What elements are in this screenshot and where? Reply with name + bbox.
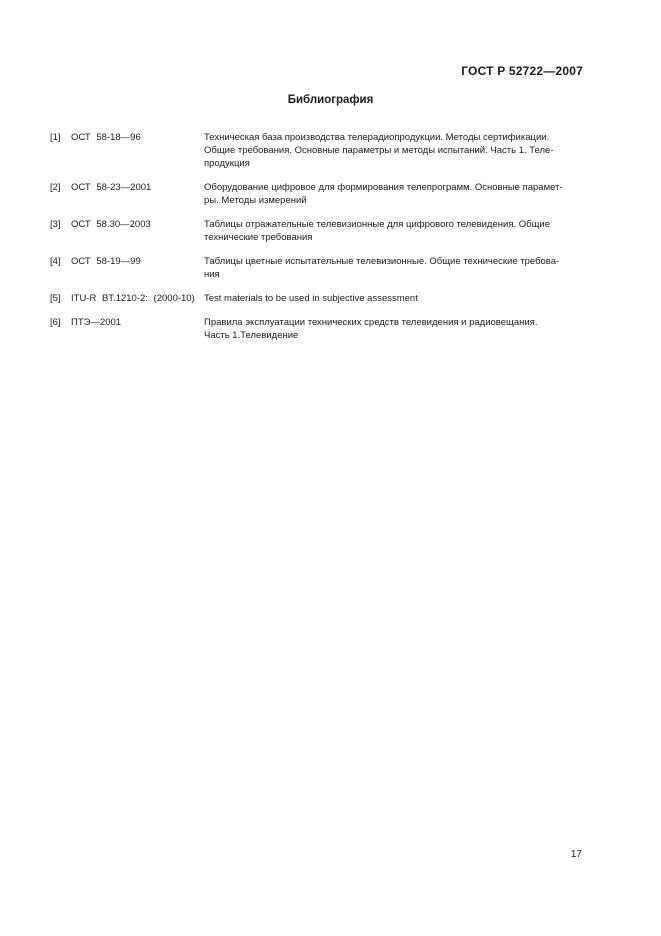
entry-number: [6] bbox=[50, 317, 61, 328]
document-standard-number: ГОСТ Р 52722—2007 bbox=[461, 64, 583, 78]
page-number: 17 bbox=[570, 849, 582, 860]
entry-description bbox=[204, 181, 581, 207]
entry-description bbox=[204, 292, 581, 305]
entry-number: [2] bbox=[50, 182, 61, 193]
entry-source: ОСТ 58-18—96 bbox=[71, 132, 141, 143]
entry-source: ОСТ 58-23—2001 bbox=[71, 182, 152, 193]
entry-number: [5] bbox=[50, 293, 61, 304]
entry-description-line: Таблицы цветные испытательные телевизионные. Общие технические требова- bbox=[204, 256, 560, 267]
entry-description bbox=[204, 316, 581, 342]
entry-source: ОСТ 58.30—2003 bbox=[71, 219, 151, 230]
entry-number: [3] bbox=[50, 219, 61, 230]
bibliography-entry-4 bbox=[50, 255, 581, 281]
section-title: Библиография bbox=[287, 94, 374, 106]
bibliography-entry-1 bbox=[50, 131, 581, 170]
entry-description bbox=[204, 255, 581, 281]
entry-description-line: Таблицы отражательные телевизионные для цифрового телевидения. Общие bbox=[204, 219, 550, 230]
entry-description bbox=[204, 218, 581, 244]
bibliography-entry-5 bbox=[50, 292, 581, 305]
entry-description-line: технические требования bbox=[204, 232, 313, 243]
bibliography-entry-6 bbox=[50, 316, 581, 342]
entry-description-line: ры. Методы измерений bbox=[204, 195, 307, 206]
entry-source: ОСТ 58-19—99 bbox=[71, 256, 141, 267]
bibliography-list bbox=[50, 131, 581, 353]
bibliography-entry-2 bbox=[50, 181, 581, 207]
entry-description-line: Часть 1.Телевидение bbox=[204, 330, 299, 341]
bibliography-entry-3 bbox=[50, 218, 581, 244]
entry-description-line: продукция bbox=[204, 158, 250, 169]
entry-description-line: Правила эксплуатации технических средств телевидения и радиовещания. bbox=[204, 317, 538, 328]
entry-description-line: Оборудование цифровое для формирования телепрограмм. Основные парамет- bbox=[204, 182, 563, 193]
entry-description-line: Test materials to be used in subjective assessment bbox=[204, 293, 418, 304]
entry-description-line: ния bbox=[204, 269, 220, 280]
entry-description bbox=[204, 131, 581, 170]
entry-source: ITU-R BT.1210-2: (2000-10) bbox=[71, 293, 195, 304]
entry-number: [4] bbox=[50, 256, 61, 267]
entry-source: ПТЭ—2001 bbox=[71, 317, 122, 328]
entry-description-line: Общие требования. Основные параметры и методы испытаний. Часть 1. Теле- bbox=[204, 145, 554, 156]
entry-number: [1] bbox=[50, 132, 61, 143]
entry-description-line: Техническая база производства телерадиопродукции. Методы сертификации. bbox=[204, 132, 550, 143]
